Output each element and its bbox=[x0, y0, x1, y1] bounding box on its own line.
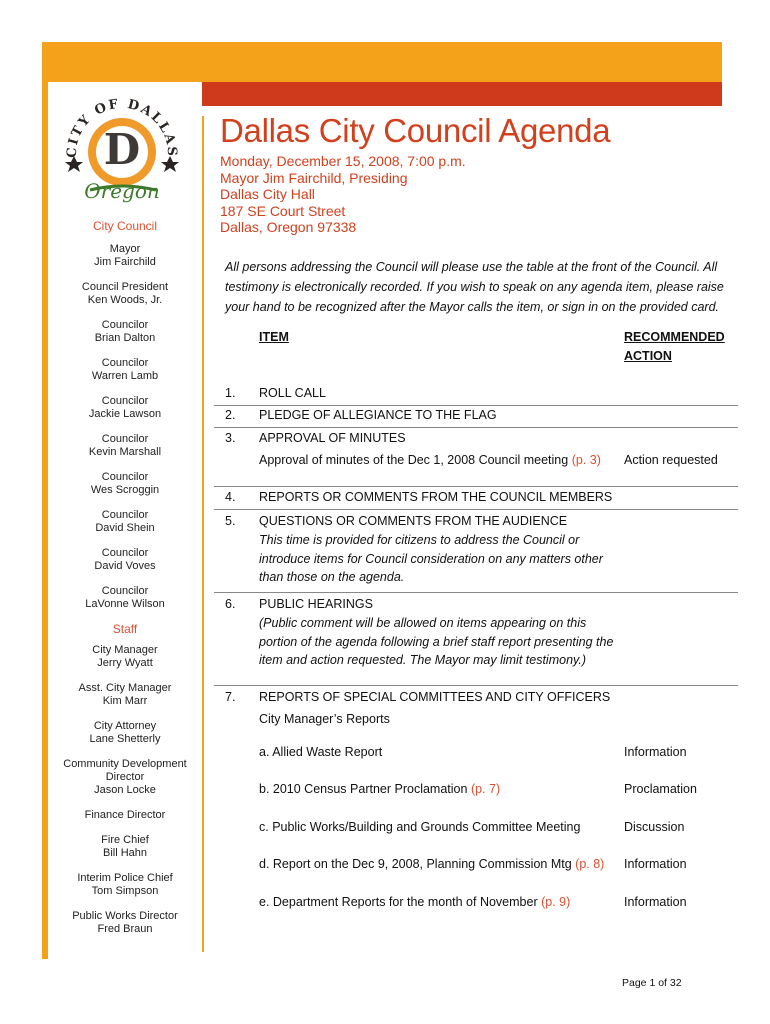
staff-member: Interim Police Chief Tom Simpson bbox=[77, 872, 173, 897]
councilor: Councilor LaVonne Wilson bbox=[85, 585, 165, 610]
item-title: APPROVAL OF MINUTES bbox=[259, 431, 406, 445]
staff-member: City Attorney Lane Shetterly bbox=[89, 720, 161, 745]
item-title: PLEDGE OF ALLEGIANCE TO THE FLAG bbox=[259, 408, 497, 422]
page-reference: (p. 7) bbox=[470, 782, 501, 796]
meeting-presiding: Mayor Jim Fairchild, Presiding bbox=[220, 169, 408, 186]
divider bbox=[214, 486, 738, 487]
logo-arc-text: CITY OF DALLAS bbox=[64, 96, 180, 159]
item-title: REPORTS OR COMMENTS FROM THE COUNCIL MEMBERS bbox=[259, 490, 613, 504]
sidebar-heading-council: City Council bbox=[92, 219, 158, 233]
recommended-action: Information bbox=[624, 895, 687, 909]
divider bbox=[214, 509, 738, 510]
councilor: Councilor Brian Dalton bbox=[94, 319, 156, 344]
item-number: 3. bbox=[225, 431, 236, 445]
staff-member: City Manager Jerry Wyatt bbox=[92, 644, 158, 669]
divider bbox=[214, 592, 738, 593]
divider bbox=[214, 427, 738, 428]
item-title: ROLL CALL bbox=[259, 386, 326, 400]
sub-item bbox=[259, 745, 382, 759]
item-subline-text: Approval of minutes of the Dec 1, 2008 Council meeting bbox=[259, 453, 569, 467]
page-reference: (p. 8) bbox=[575, 857, 605, 871]
top-banner bbox=[42, 42, 722, 82]
sub-item bbox=[259, 895, 570, 909]
meeting-date: Monday, December 15, 2008, 7:00 p.m. bbox=[220, 153, 466, 169]
councilor: Councilor David Voves bbox=[94, 547, 156, 572]
item-description: (Public comment will be allowed on items appearing on this portion of the agenda following a brief staff report presenting the item and action requested. The Mayor may limit testimony.) bbox=[259, 616, 614, 667]
recommended-action: Information bbox=[624, 745, 687, 759]
title-banner-accent bbox=[202, 82, 722, 106]
meeting-city: Dallas, Oregon 97338 bbox=[220, 219, 357, 235]
item-number: 4. bbox=[225, 490, 236, 504]
page-number: Page 1 of 32 bbox=[622, 977, 682, 989]
staff-member: Community Development Director Jason Locke bbox=[63, 758, 187, 796]
sub-item bbox=[259, 782, 500, 796]
item-subline bbox=[259, 453, 601, 467]
item-description: This time is provided for citizens to address the Council or introduce items for Council consideration on any matters other than those on the agenda. bbox=[259, 533, 603, 584]
column-action-header-line2: ACTION bbox=[624, 349, 672, 363]
council-president: Council President Ken Woods, Jr. bbox=[81, 281, 169, 306]
councilor: Councilor Kevin Marshall bbox=[88, 433, 162, 458]
staff-member: Fire Chief Bill Hahn bbox=[101, 834, 149, 859]
page-reference: (p. 9) bbox=[541, 895, 571, 909]
logo-oregon-text: Oregon bbox=[84, 179, 160, 203]
item-number: 2. bbox=[225, 408, 236, 422]
page-reference: (p. 3) bbox=[571, 453, 601, 467]
column-action-header bbox=[624, 328, 725, 366]
sub-item-text: e. Department Reports for the month of November bbox=[259, 895, 538, 909]
item-subline: City Manager’s Reports bbox=[259, 712, 390, 726]
column-action-header-line1: RECOMMENDED bbox=[624, 330, 725, 344]
staff-member: Asst. City Manager Kim Marr bbox=[78, 682, 172, 707]
item-number: 1. bbox=[225, 386, 236, 400]
sub-item-text: b. 2010 Census Partner Proclamation bbox=[259, 782, 468, 796]
sidebar bbox=[50, 220, 200, 948]
councilor: Councilor Wes Scroggin bbox=[90, 471, 160, 496]
staff-member: Public Works Director Fred Braun bbox=[72, 910, 178, 935]
item-title: QUESTIONS OR COMMENTS FROM THE AUDIENCE bbox=[259, 514, 568, 528]
city-seal-logo bbox=[62, 90, 182, 210]
recommended-action: Proclamation bbox=[624, 782, 697, 796]
item-number: 5. bbox=[225, 514, 236, 528]
staff-member: Finance Director bbox=[84, 809, 166, 821]
column-item-header: ITEM bbox=[259, 330, 289, 344]
sub-item bbox=[259, 820, 580, 834]
recommended-action: Action requested bbox=[624, 453, 718, 467]
page-title: Dallas City Council Agenda bbox=[220, 112, 611, 149]
left-accent-rule bbox=[42, 82, 48, 959]
divider bbox=[214, 405, 738, 406]
councilor: Councilor David Shein bbox=[95, 509, 155, 534]
recommended-action: Discussion bbox=[624, 820, 685, 834]
divider bbox=[214, 685, 738, 686]
meeting-street: 187 SE Court Street bbox=[220, 202, 346, 219]
sub-item-text: c. Public Works/Building and Grounds Committee Meeting bbox=[259, 820, 581, 834]
logo-letter: D bbox=[103, 125, 141, 174]
councilor: Councilor Warren Lamb bbox=[91, 357, 159, 382]
sub-item bbox=[259, 857, 604, 871]
item-number: 6. bbox=[225, 597, 236, 611]
item-title: PUBLIC HEARINGS bbox=[259, 597, 373, 611]
item-title: REPORTS OF SPECIAL COMMITTEES AND CITY OFFICERS bbox=[259, 690, 611, 704]
sub-item-text: d. Report on the Dec 9, 2008, Planning Commission Mtg bbox=[259, 857, 572, 871]
councilor: Councilor Jackie Lawson bbox=[88, 395, 162, 420]
item-number: 7. bbox=[225, 690, 236, 704]
sidebar-divider bbox=[202, 116, 204, 952]
sidebar-heading-staff: Staff bbox=[112, 622, 138, 636]
meeting-info bbox=[220, 153, 466, 236]
meeting-venue: Dallas City Hall bbox=[220, 186, 315, 202]
sub-item-text: a. Allied Waste Report bbox=[259, 745, 383, 759]
intro-notice: All persons addressing the Council will please use the table at the front of the Council. All testimony is electronically recorded. If you wish to speak on any agenda item, please raise your hand to be recognized after the Mayor calls the item, or sign in on the provided card. bbox=[225, 260, 724, 314]
council-mayor: Mayor Jim Fairchild bbox=[94, 243, 156, 268]
recommended-action: Information bbox=[624, 857, 687, 871]
